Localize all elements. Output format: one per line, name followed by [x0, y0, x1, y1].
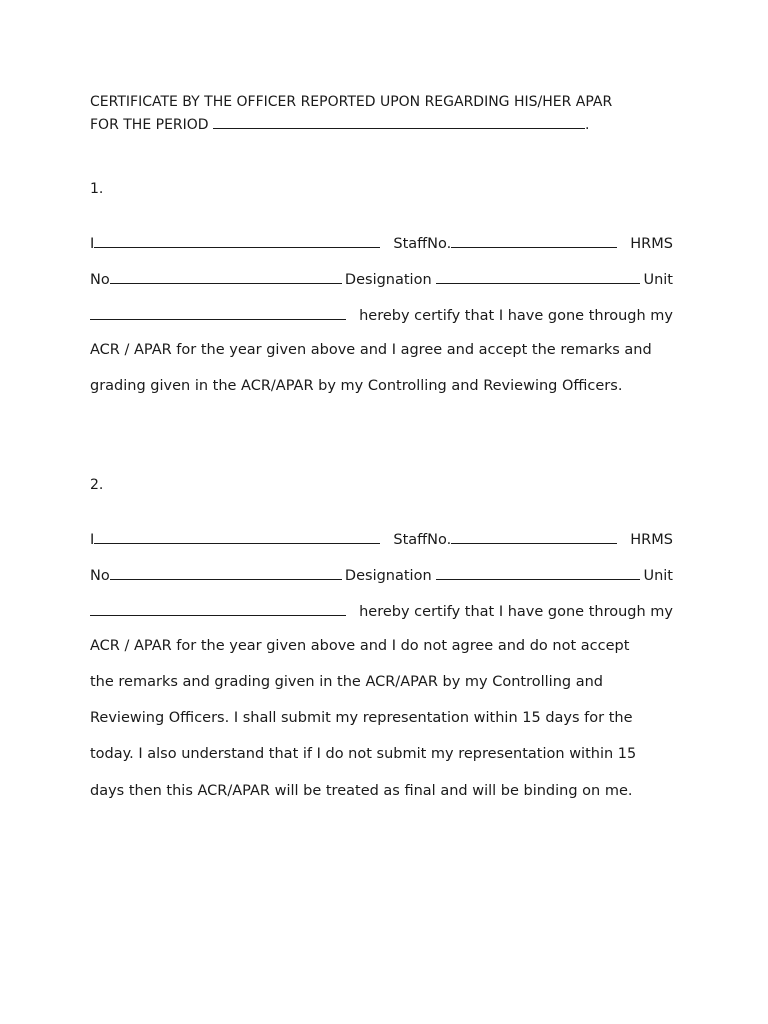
hrms-label: HRMS [630, 532, 673, 548]
designation-label: Designation [344, 568, 432, 584]
section-2-row-designation [90, 564, 673, 586]
unit-blank[interactable] [90, 600, 346, 616]
name-prefix: I [90, 532, 95, 548]
title-line-2 [90, 113, 690, 136]
unit-label: Unit [643, 272, 673, 288]
section-1-row-designation [90, 268, 673, 290]
staff-no-label: StaffNo. [393, 236, 452, 252]
period-blank[interactable] [213, 113, 585, 129]
hrms-no-blank[interactable] [110, 268, 342, 284]
hrms-label: HRMS [630, 236, 673, 252]
certificate-title [90, 92, 690, 136]
name-blank[interactable] [94, 528, 380, 544]
hrms-no-label: No [90, 272, 110, 288]
section-1-row-unit [90, 304, 673, 326]
section-2-row-unit [90, 600, 673, 622]
section-2-body-line: ACR / APAR for the year given above and I do not agree and do not accept [90, 638, 630, 654]
designation-blank[interactable] [436, 564, 640, 580]
section-2-body-line: days then this ACR/APAR will be treated as final and will be binding on me. [90, 783, 633, 799]
hrms-no-blank[interactable] [110, 564, 342, 580]
staff-no-blank[interactable] [451, 232, 617, 248]
title-period-end: . [585, 117, 590, 133]
unit-blank[interactable] [90, 304, 346, 320]
section-1-row-name [90, 232, 673, 254]
unit-label: Unit [643, 568, 673, 584]
designation-label: Designation [344, 272, 432, 288]
section-2-body-line: today. I also understand that if I do not submit my representation within 15 [90, 746, 637, 762]
staff-no-label: StaffNo. [393, 532, 452, 548]
designation-blank[interactable] [436, 268, 640, 284]
section-2-body-line: Reviewing Officers. I shall submit my representation within 15 days for the [90, 710, 633, 726]
section-2-body-line: the remarks and grading given in the ACR/APAR by my Controlling and [90, 674, 603, 690]
hrms-no-label: No [90, 568, 110, 584]
section-2-row-name [90, 528, 673, 550]
section-1-body-line: ACR / APAR for the year given above and I agree and accept the remarks and [90, 342, 652, 358]
certify-text: hereby certify that I have gone through my [359, 308, 673, 324]
name-blank[interactable] [94, 232, 380, 248]
section-1-number: 1. [90, 181, 104, 197]
title-period-label: FOR THE PERIOD [90, 117, 209, 133]
section-2-number: 2. [90, 477, 104, 493]
title-line-1: CERTIFICATE BY THE OFFICER REPORTED UPON REGARDING HIS/HER APAR [90, 94, 613, 110]
staff-no-blank[interactable] [451, 528, 617, 544]
name-prefix: I [90, 236, 95, 252]
section-1-body-line: grading given in the ACR/APAR by my Controlling and Reviewing Officers. [90, 378, 623, 394]
certify-text: hereby certify that I have gone through my [359, 604, 673, 620]
